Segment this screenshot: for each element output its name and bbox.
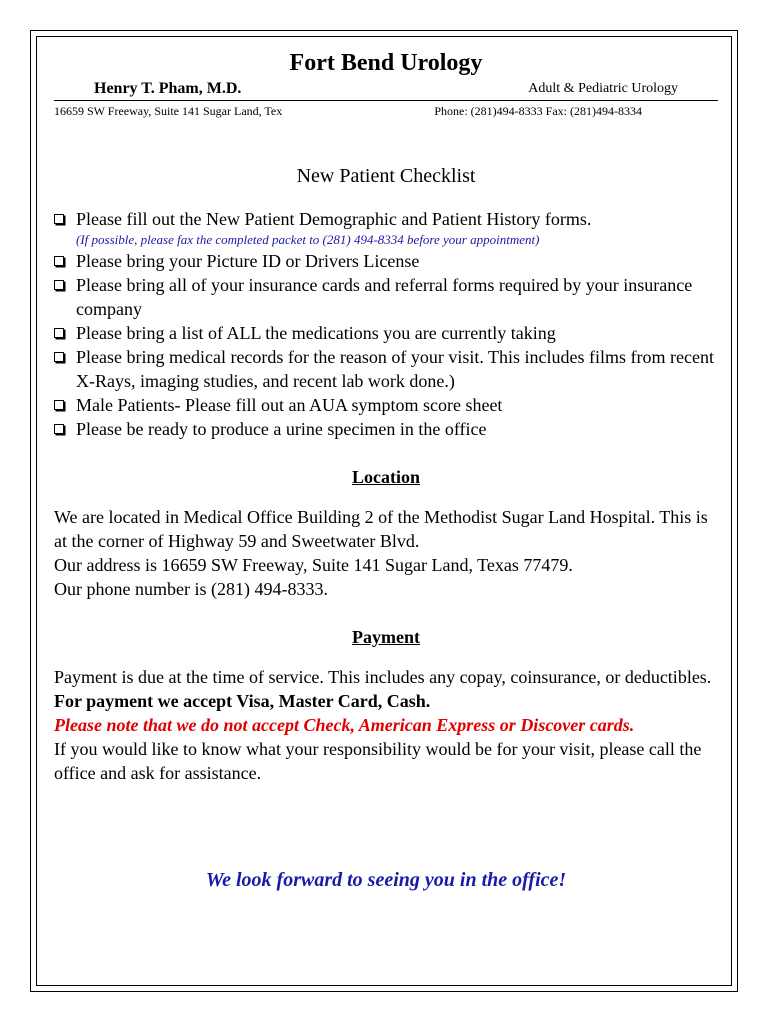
checklist-item xyxy=(54,273,718,321)
checklist-item-text: Please bring medical records for the reason of your visit. This includes films from recent X-Rays, imaging studies, and recent lab work done.) xyxy=(76,347,714,391)
location-address: Our address is 16659 SW Freeway, Suite 141 Sugar Land, Texas 77479. xyxy=(54,555,573,575)
checklist-title: New Patient Checklist xyxy=(296,165,476,187)
payment-not-accepted: Please note that we do not accept Check, American Express or Discover cards. xyxy=(54,715,635,735)
payment-accepted: For payment we accept Visa, Master Card, Cash. xyxy=(54,691,431,711)
letterhead-row xyxy=(54,79,718,101)
checklist-item-text: Please bring a list of ALL the medications you are currently taking xyxy=(76,323,556,343)
checkbox-icon xyxy=(54,280,64,290)
checklist-item-text: Please be ready to produce a urine specimen in the office xyxy=(76,419,487,439)
checklist-item-text: Please bring all of your insurance cards and referral forms required by your insurance company xyxy=(76,275,693,319)
checklist-item xyxy=(54,207,718,231)
location-text xyxy=(54,505,718,601)
checklist-item-text: Please fill out the New Patient Demographic and Patient History forms. xyxy=(76,209,592,229)
location-heading: Location xyxy=(351,467,420,487)
doctor-name: Henry T. Pham, M.D. xyxy=(94,80,242,97)
fax-note: (If possible, please fax the completed packet to (281) 494-8334 before your appointment) xyxy=(76,232,540,247)
payment-text-intro: Payment is due at the time of service. This includes any copay, coinsurance, or deductibles. xyxy=(54,667,712,687)
clinic-address: 16659 SW Freeway, Suite 141 Sugar Land, Tex xyxy=(54,104,283,118)
checklist-item-text: Please bring your Picture ID or Drivers License xyxy=(76,251,420,271)
clinic-name: Fort Bend Urology xyxy=(289,50,483,76)
checkbox-icon xyxy=(54,400,64,410)
clinic-phone-fax: Phone: (281)494-8333 Fax: (281)494-8334 xyxy=(434,104,642,118)
checkbox-icon xyxy=(54,214,64,224)
payment-assistance: If you would like to know what your responsibility would be for your visit, please call the office and ask for assistance. xyxy=(54,739,702,783)
checklist-item xyxy=(54,417,718,441)
location-line: We are located in Medical Office Building 2 of the Methodist Sugar Land Hospital. This is at the corner of Highway 59 and Sweetwater Blvd. xyxy=(54,507,708,551)
document-body xyxy=(54,48,718,893)
checklist xyxy=(54,207,718,441)
payment-heading: Payment xyxy=(352,627,420,647)
checkbox-icon xyxy=(54,256,64,266)
checklist-item xyxy=(54,393,718,417)
checkbox-icon xyxy=(54,352,64,362)
specialty: Adult & Pediatric Urology xyxy=(528,81,678,96)
checkbox-icon xyxy=(54,424,64,434)
checklist-item xyxy=(54,345,718,393)
contact-row xyxy=(54,104,718,119)
checklist-item xyxy=(54,249,718,273)
payment-text xyxy=(54,665,718,785)
closing-message: We look forward to seeing you in the office! xyxy=(205,869,567,891)
checklist-item xyxy=(54,321,718,345)
checklist-item-text: Male Patients- Please fill out an AUA symptom score sheet xyxy=(76,395,503,415)
location-phone: Our phone number is (281) 494-8333. xyxy=(54,579,328,599)
checkbox-icon xyxy=(54,328,64,338)
